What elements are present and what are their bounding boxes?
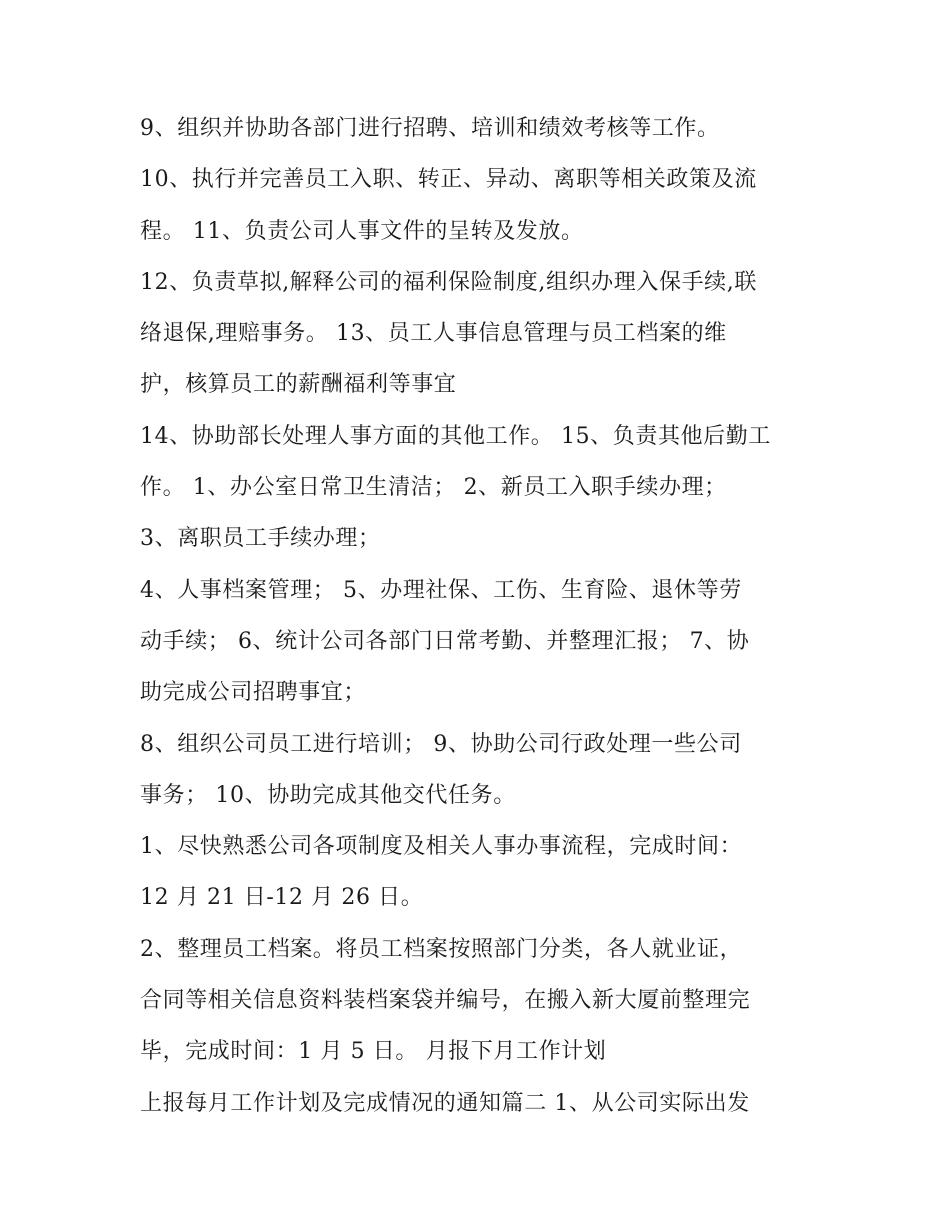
text-line: 12 月 21 日-12 月 26 日。 — [140, 885, 424, 911]
text-line: 作。 1、办公室日常卫生清洁； 2、新员工入职手续办理； — [140, 475, 727, 501]
text-line: 助完成公司招聘事宜； — [140, 680, 367, 706]
document-body — [140, 103, 820, 1129]
text-line: 络退保,理赔事务。 13、员工人事信息管理与员工档案的维 — [140, 321, 727, 347]
text-line: 9、组织并协助各部门进行招聘、培训和绩效考核等工作。 — [140, 116, 720, 141]
text-line: 14、协助部长处理人事方面的其他工作。 15、负责其他后勤工 — [140, 423, 771, 449]
text-line: 动手续； 6、统计公司各部门日常考勤、并整理汇报； 7、协 — [140, 628, 750, 654]
text-line: 10、执行并完善员工入职、转正、异动、离职等相关政策及流 — [140, 167, 757, 193]
text-line: 毕，完成时间：1 月 5 日。 月报下月工作计划 — [140, 1039, 607, 1065]
text-line: 1、尽快熟悉公司各项制度及相关人事办事流程，完成时间： — [140, 834, 743, 860]
text-line: 2、整理员工档案。将员工档案按照部门分类，各人就业证， — [140, 936, 743, 962]
text-line: 12、负责草拟,解释公司的福利保险制度,组织办理入保手续,联 — [140, 269, 757, 295]
text-line: 合同等相关信息资料装档案袋并编号，在搬入新大厦前整理完 — [140, 988, 751, 1014]
text-line: 程。 11、负责公司人事文件的呈转及发放。 — [140, 218, 584, 244]
text-line: 4、人事档案管理； 5、办理社保、工伤、生育险、退休等劳 — [140, 577, 742, 603]
text-line: 3、离职员工手续办理； — [140, 526, 381, 552]
text-line: 护，核算员工的薪酬福利等事宜 — [140, 372, 457, 398]
text-line: 事务； 10、协助完成其他交代任务。 — [140, 782, 516, 808]
text-line: 8、组织公司员工进行培训； 9、协助公司行政处理一些公司 — [140, 731, 742, 757]
text-line: 上报每月工作计划及完成情况的通知篇二 1、从公司实际出发 — [140, 1090, 750, 1116]
